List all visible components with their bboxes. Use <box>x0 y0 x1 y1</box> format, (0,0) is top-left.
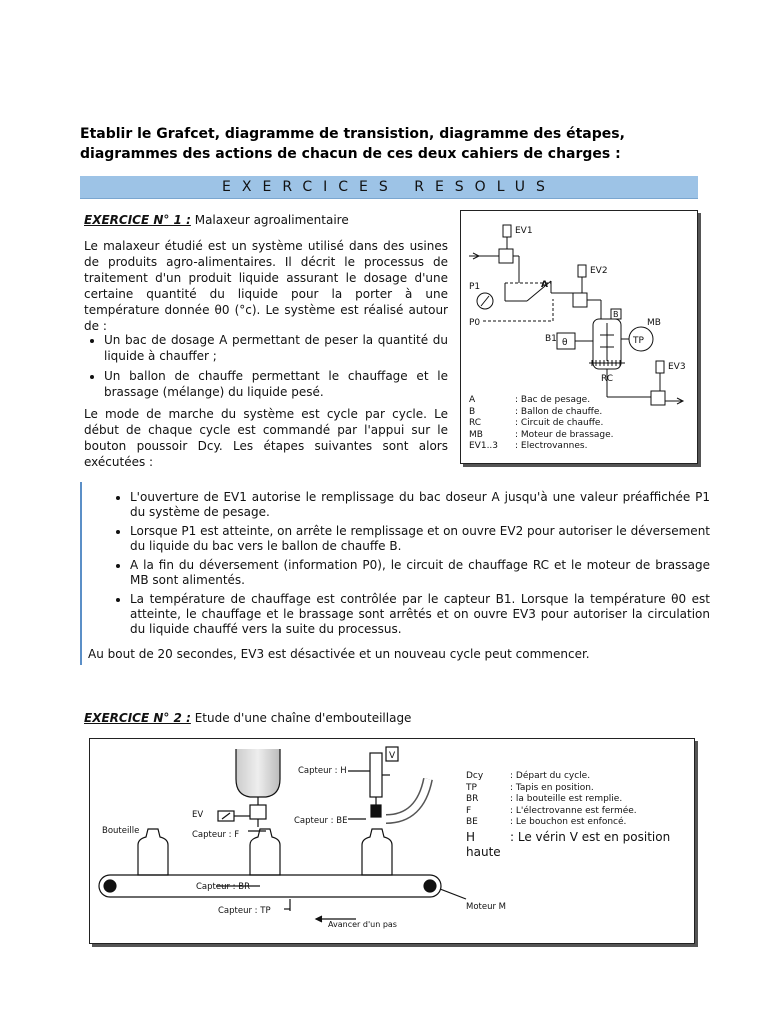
ex1-heading <box>84 212 454 228</box>
step-item: • La température de chauffage est contrôlée par le capteur B1. Lorsque la température θ0 est atteinte, le chauffage et le brassage sont arrêtés et on ouvre EV3 pour autoriser la circulation du liquide chauffé vers la suite du processus. <box>130 592 710 637</box>
ev1-coil <box>503 225 511 237</box>
ex1-intro: Le malaxeur étudié est un système utilisé dans des usines de produits agro-alimentaires. Il décrit le processus de traitement d'un produit liquide assurant le dosage d'une certaine quantité du liquide pour la porter à une température donnée θ0 (°c). Le système est réalisé autour de : <box>84 239 448 333</box>
legend-row: BE : Le bouchon est enfoncé. <box>466 817 627 827</box>
bouteille-label: Bouteille <box>102 826 140 836</box>
capteur-be-label: Capteur : BE <box>294 816 348 826</box>
ev2-label: EV2 <box>590 266 608 276</box>
bottle-3 <box>362 829 392 875</box>
step-item: • L'ouverture de EV1 autorise le remplissage du bac doseur A jusqu'à une valeur préaffichée P1 du système de pesage. <box>130 490 710 520</box>
capper-head <box>371 805 381 817</box>
legend-row: BR : la bouteille est remplie. <box>466 794 623 804</box>
bottling-diagram <box>89 738 695 944</box>
legend-row: Dcy : Départ du cycle. <box>466 771 591 781</box>
capteur-br-label: Capteur : BR <box>196 882 250 892</box>
exercises-banner: EXERCICES RESOLUS <box>80 176 698 199</box>
ex1-number: EXERCICE N° 1 : <box>84 213 191 227</box>
p0-label: P0 <box>469 318 481 328</box>
ex1-components-list <box>84 332 448 404</box>
mb-label: MB <box>647 318 661 328</box>
ex1-title: Malaxeur agroalimentaire <box>194 213 349 227</box>
conveyor-roller-left <box>104 880 116 892</box>
conveyor-roller-right <box>424 880 436 892</box>
legend-row: A : Bac de pesage. <box>469 395 591 405</box>
b1-label: B1 <box>545 334 557 344</box>
step-item: • Lorsque P1 est atteinte, on arrête le remplissage et on ouvre EV2 pour autoriser le déversement du liquide du bac vers le ballon de chauffe B. <box>130 524 710 554</box>
ex2-number: EXERCICE N° 2 : <box>84 711 191 725</box>
ex1-legend <box>469 395 689 453</box>
a-label: A <box>541 280 548 290</box>
legend-row-h: H : Le vérin V est en position <box>466 829 671 844</box>
filler-valve <box>250 805 266 819</box>
capteur-f-label: Capteur : F <box>192 830 240 840</box>
legend-row: RC : Circuit de chauffe. <box>469 418 604 428</box>
ex1-steps-list <box>110 490 710 641</box>
legend-row-h-cont: haute <box>466 844 501 859</box>
ev1-label: EV1 <box>515 226 533 236</box>
bottle-1 <box>138 829 168 875</box>
ex2-heading <box>84 710 484 726</box>
ev1-valve <box>499 249 513 263</box>
capteur-tp-label: Capteur : TP <box>218 906 271 916</box>
ev2-valve <box>573 293 587 307</box>
theta-label: θ <box>562 338 568 348</box>
cylinder-v <box>370 753 382 797</box>
ev3-coil <box>656 361 664 373</box>
mixer-diagram <box>460 210 698 464</box>
capteur-h-label: Capteur : H <box>298 766 347 776</box>
v-label: V <box>389 751 396 761</box>
ex2-legend <box>466 771 686 860</box>
legend-row: MB : Moteur de brassage. <box>469 429 614 440</box>
legend-row: F : L'électrovanne est fermée. <box>466 805 637 816</box>
step-item: • A la fin du déversement (information P0), le circuit de chauffage RC et le moteur de brassage MB sont alimentés. <box>130 558 710 588</box>
ex1-mode: Le mode de marche du système est cycle par cycle. Le début de chaque cycle est commandé par l'appui sur le bouton poussoir Dcy. Les étapes suivantes sont alors exécutées : <box>84 407 448 469</box>
p1-label: P1 <box>469 282 481 292</box>
legend-row: B : Ballon de chauffe. <box>469 406 603 417</box>
ex1-component-item: • Un bac de dosage A permettant de peser la quantité du liquide à chauffer ; <box>104 332 448 364</box>
b-label: B <box>613 310 619 319</box>
ex1-final-note: Au bout de 20 secondes, EV3 est désactivée et un nouveau cycle peut commencer. <box>88 647 590 661</box>
ex2-title: Etude d'une chaîne d'embouteillage <box>194 711 412 725</box>
tp-label: TP <box>633 336 644 346</box>
legend-row: EV1..3 : Electrovannes. <box>469 441 588 451</box>
ev3-label: EV3 <box>668 362 686 372</box>
bottle-2 <box>250 829 280 875</box>
page-title: Etablir le Grafcet, diagramme de transistion, diagramme des étapes, diagrammes des actions de chacun de ces deux cahiers de charges : <box>80 126 625 162</box>
ex1-steps-section <box>80 482 712 665</box>
ev2-coil <box>578 265 586 277</box>
ex1-component-item: • Un ballon de chauffe permettant le chauffage et le brassage (mélange) du liquide pesé. <box>104 368 448 400</box>
filler-hopper <box>236 749 280 797</box>
legend-row: TP : Tapis en position. <box>466 782 594 793</box>
rc-label: RC <box>601 374 614 384</box>
moteur-label: Moteur M <box>466 902 507 912</box>
ev-label: EV <box>192 810 204 820</box>
avancer-label: Avancer d'un pas <box>328 920 397 929</box>
